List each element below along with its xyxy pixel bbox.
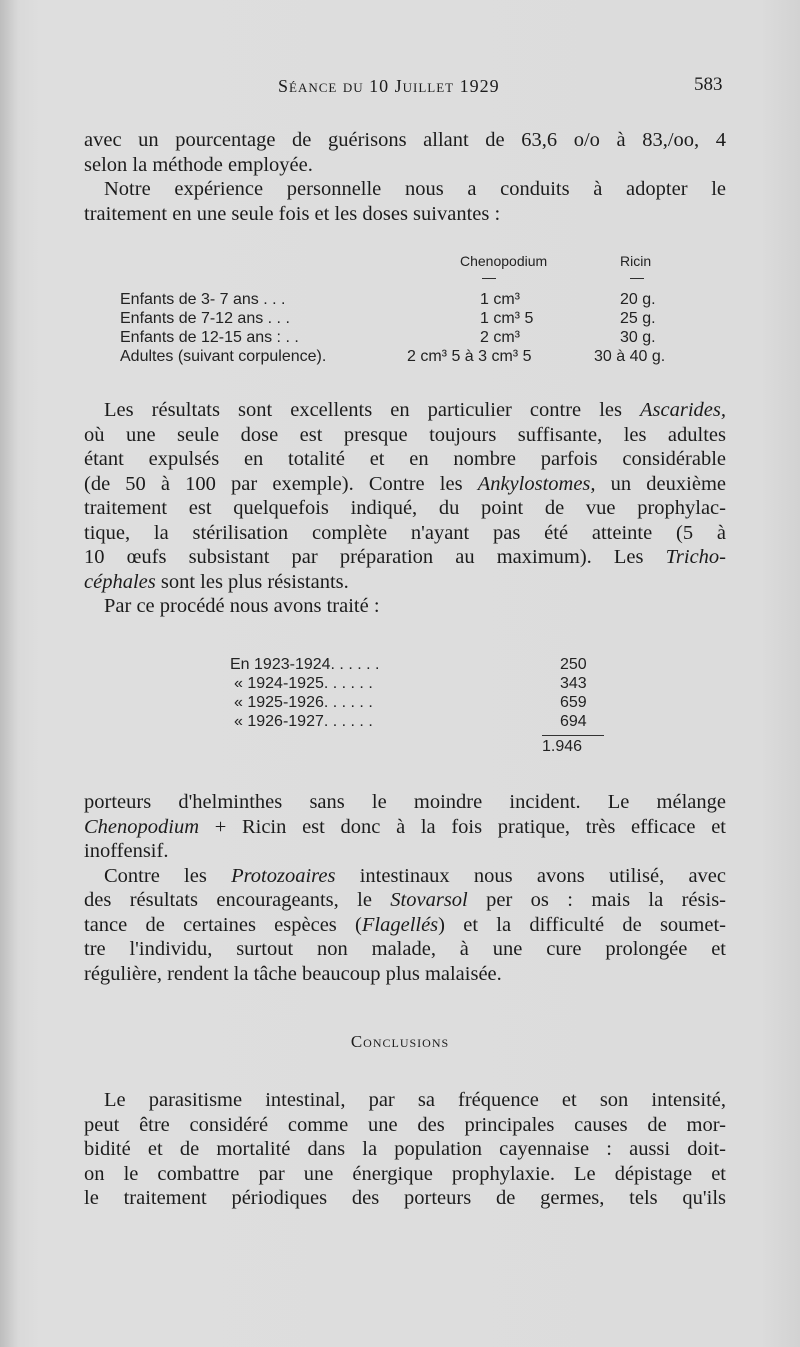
sum-rule [542, 735, 604, 736]
count-cell: 343 [560, 675, 587, 692]
chenopodium-dose-cell: 2 cm³ 5 à 3 cm³ 5 [407, 348, 532, 365]
text-line: le traitement périodiques des porteurs de germes, tels qu'ils [84, 1187, 726, 1209]
text-fragment: tance de certaines espèces ( [84, 913, 362, 936]
text-fragment: intestinaux nous avons utilisé, avec [335, 864, 726, 887]
text-fragment: sont les plus résistants. [155, 570, 349, 593]
ricin-dose-cell: 20 g. [620, 291, 656, 308]
table-row [120, 328, 710, 347]
text-line [84, 570, 726, 595]
text-line: porteurs d'helminthes sans le moindre incident. Le mélange [84, 791, 726, 813]
table-row [120, 309, 710, 328]
age-group-cell: Enfants de 3- 7 ans . . . [120, 291, 286, 308]
header-dash: — [630, 269, 644, 285]
page-number: 583 [694, 74, 723, 95]
text-line: Le parasitisme intestinal, par sa fréquence et son intensité, [104, 1089, 726, 1111]
total-cell: 1.946 [542, 738, 583, 755]
italic-term: Protozoaires [231, 864, 336, 887]
text-line: Par ce procédé nous avons traité : [104, 595, 380, 617]
text-fragment: per os : mais la résis- [467, 889, 726, 911]
italic-term: Flagellés [361, 913, 439, 936]
table-row [230, 712, 610, 731]
text-line: peut être considéré comme une des principales causes de mor- [84, 1113, 726, 1136]
period-cell: « 1924-1925. . . . . . [234, 675, 373, 692]
text-fragment: ) et la difficulté de soumet- [438, 913, 726, 936]
text-line [84, 398, 726, 423]
table-row [230, 693, 610, 712]
italic-term: Ankylostomes, [477, 472, 596, 495]
text-fragment: + Ricin est donc à la fois pratique, très efficace et [199, 815, 726, 838]
table-row [230, 674, 610, 693]
table-row [120, 347, 710, 366]
count-cell: 659 [560, 694, 587, 711]
text-fragment: Contre les [104, 864, 232, 887]
paragraph-results [84, 398, 726, 619]
paragraph-personal-experience [84, 177, 726, 226]
text-line: bidité et de mortalité dans la population cayennaise : aussi doit- [84, 1138, 726, 1160]
paragraph-helminth-carriers [84, 790, 726, 986]
period-cell: « 1925-1926. . . . . . [234, 694, 373, 711]
text-line [84, 545, 726, 570]
column-header-chenopodium: Chenopodium [460, 253, 548, 269]
text-fragment: Les résultats sont excellents en particulier contre les [104, 399, 641, 421]
text-line: traitement est quelquefois indiqué, du point de vue prophylac- [84, 497, 726, 519]
header-title: Séance du 10 Juillet 1929 [278, 76, 500, 96]
text-line: Notre expérience personnelle nous a conduits à adopter le [104, 178, 726, 200]
text-line: on le combattre par une énergique prophylaxie. Le dépistage et [84, 1162, 726, 1185]
paragraph-conclusions [84, 1088, 726, 1211]
age-group-cell: Adultes (suivant corpulence). [120, 348, 327, 365]
ricin-dose-cell: 25 g. [620, 310, 656, 327]
chenopodium-dose-cell: 2 cm³ [480, 329, 520, 346]
italic-term: Tricho- [665, 546, 726, 568]
period-cell: « 1926-1927. . . . . . [234, 713, 373, 730]
running-header [0, 72, 800, 102]
text-fragment: un deuxième [595, 472, 726, 495]
text-line: tre l'individu, surtout non malade, à une cure prolongée et [84, 938, 726, 960]
text-line: étant expulsés en totalité et en nombre parfois considérable [84, 448, 726, 470]
italic-term: Stovarsol [390, 889, 468, 911]
text-line: traitement en une seule fois et les doses suivantes : [84, 202, 501, 225]
header-dash: — [482, 269, 496, 285]
text-fragment: des résultats encourageants, le [84, 889, 391, 911]
text-line: régulière, rendent la tâche beaucoup plus malaisée. [84, 962, 502, 985]
text-line [84, 888, 726, 913]
ricin-dose-cell: 30 à 40 g. [594, 348, 666, 365]
italic-term: Chenopodium [84, 815, 200, 838]
age-group-cell: Enfants de 12-15 ans : . . [120, 329, 299, 346]
period-cell: En 1923-1924. . . . . . [230, 656, 380, 673]
table-row [230, 655, 610, 674]
italic-term: Ascarides, [640, 399, 726, 421]
text-line: selon la méthode employée. [84, 153, 313, 176]
text-fragment: 10 œufs subsistant par préparation au maximum). Les [84, 546, 666, 568]
text-line [84, 815, 726, 840]
table-row [120, 290, 710, 309]
column-header-ricin: Ricin [620, 253, 652, 269]
text-line [84, 864, 726, 889]
text-line: inoffensif. [84, 840, 169, 862]
count-cell: 694 [560, 713, 587, 730]
text-line [84, 913, 726, 938]
text-line: tique, la stérilisation complète n'ayant pas été atteinte (5 à [84, 521, 726, 544]
chenopodium-dose-cell: 1 cm³ 5 [480, 310, 534, 327]
chenopodium-dose-cell: 1 cm³ [480, 291, 520, 308]
count-cell: 250 [560, 656, 587, 673]
italic-term: céphales [84, 570, 156, 593]
text-line [84, 472, 726, 497]
paragraph-results-intro [84, 128, 726, 177]
ricin-dose-cell: 30 g. [620, 329, 656, 346]
text-line: où une seule dose est presque toujours suffisante, les adultes [84, 423, 726, 446]
section-heading-conclusions: Conclusions [350, 1032, 450, 1051]
text-line: avec un pourcentage de guérisons allant de 63,6 o/o à 83,/oo, 4 [84, 129, 726, 151]
text-fragment: (de 50 à 100 par exemple). Contre les [84, 472, 478, 495]
age-group-cell: Enfants de 7-12 ans . . . [120, 310, 290, 327]
